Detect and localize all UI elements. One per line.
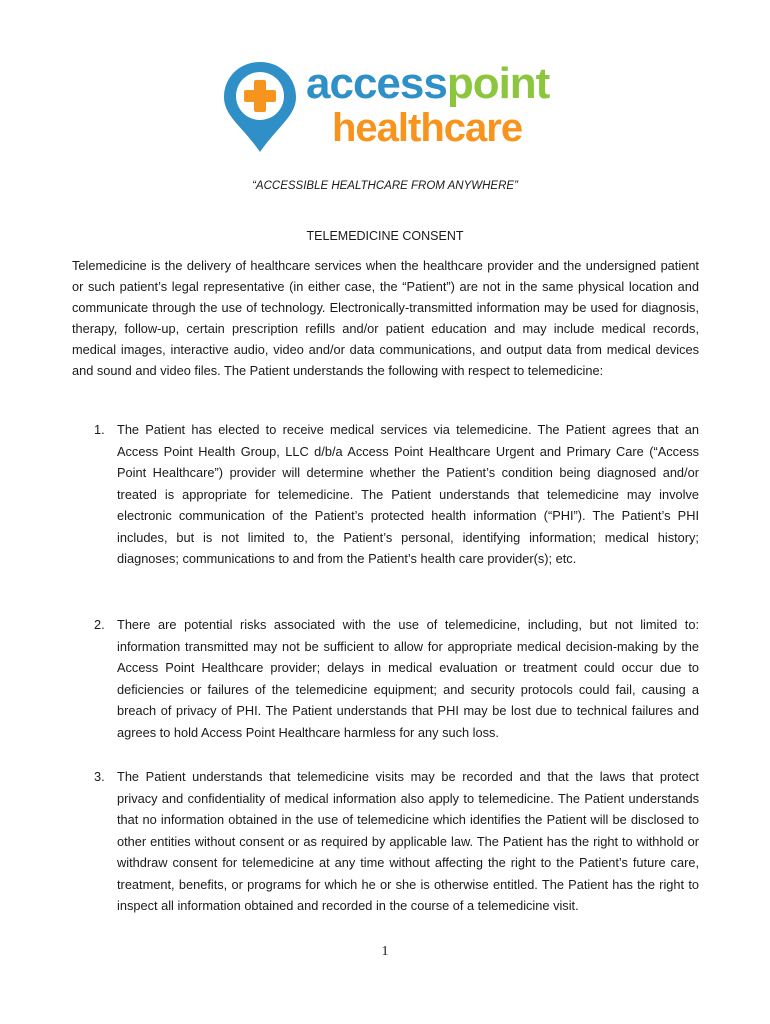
list-item xyxy=(72,614,699,743)
logo-wordmark-top: accesspoint xyxy=(306,59,550,108)
list-item xyxy=(72,766,699,917)
intro-paragraph: Telemedicine is the delivery of healthcare services when the healthcare provider and the undersigned patient or such patient’s legal representative (in either case, the “Patient”) are not in the same physical location and communicate through the use of technology. Electronically-transmitted information may be used for diagnosis, therapy, follow-up, certain prescription refills and/or patient education and may include medical records, medical images, interactive audio, video and/or data communications, and output data from medical devices and sound and video files. The Patient understands the following with respect to telemedicine: xyxy=(72,258,699,378)
list-item-text: The Patient understands that telemedicine visits may be recorded and that the laws that protect privacy and confidentiality of medical information also apply to telemedicine. The Patient understands that no information obtained in the use of telemedicine which identifies the Patient will be disclosed to other entities without consent or as required by applicable law. The Patient has the right to withhold or withdraw consent for telemedicine at any time without affecting the right to the Patient’s future care, treatment, benefits, or programs for which he or she is otherwise entitled. The Patient has the right to inspect all information obtained and recorded in the course of a telemedicine visit. xyxy=(117,769,699,913)
company-logo xyxy=(220,58,560,158)
map-pin-plus-icon xyxy=(220,58,300,158)
document-title: TELEMEDICINE CONSENT xyxy=(306,229,464,243)
list-item-number: 1. xyxy=(94,422,105,437)
list-item xyxy=(72,419,699,570)
tagline: “ACCESSIBLE HEALTHCARE FROM ANYWHERE” xyxy=(252,180,518,192)
page-number: 1 xyxy=(381,944,389,959)
list-item-text: The Patient has elected to receive medical services via telemedicine. The Patient agrees that an Access Point Health Group, LLC d/b/a Access Point Healthcare Urgent and Primary Care (“Access Point Healthcare”) provider will determine whether the Patient’s condition being diagnosed and/or treated is appropriate for telemedicine. The Patient understands that telemedicine may involve electronic communication of the Patient’s protected health information (“PHI”). The Patient’s PHI includes, but is not limited to, the Patient’s personal, identifying information; medical history; diagnoses; communications to and from the Patient’s health care provider(s); etc. xyxy=(117,422,699,566)
logo-wordmark-bottom: healthcare xyxy=(332,106,523,150)
list-item-number: 2. xyxy=(94,617,105,632)
list-item-number: 3. xyxy=(94,769,105,784)
list-item-text: There are potential risks associated with the use of telemedicine, including, but not limited to: information transmitted may not be sufficient to allow for appropriate medical decision-making by the Access Point Healthcare provider; delays in medical evaluation or treatment could occur due to deficiencies or failures of the telemedicine equipment; and security protocols could fail, causing a breach of privacy of PHI. The Patient understands that PHI may be lost due to technical failures and agrees to hold Access Point Healthcare harmless for any such loss. xyxy=(117,617,699,740)
